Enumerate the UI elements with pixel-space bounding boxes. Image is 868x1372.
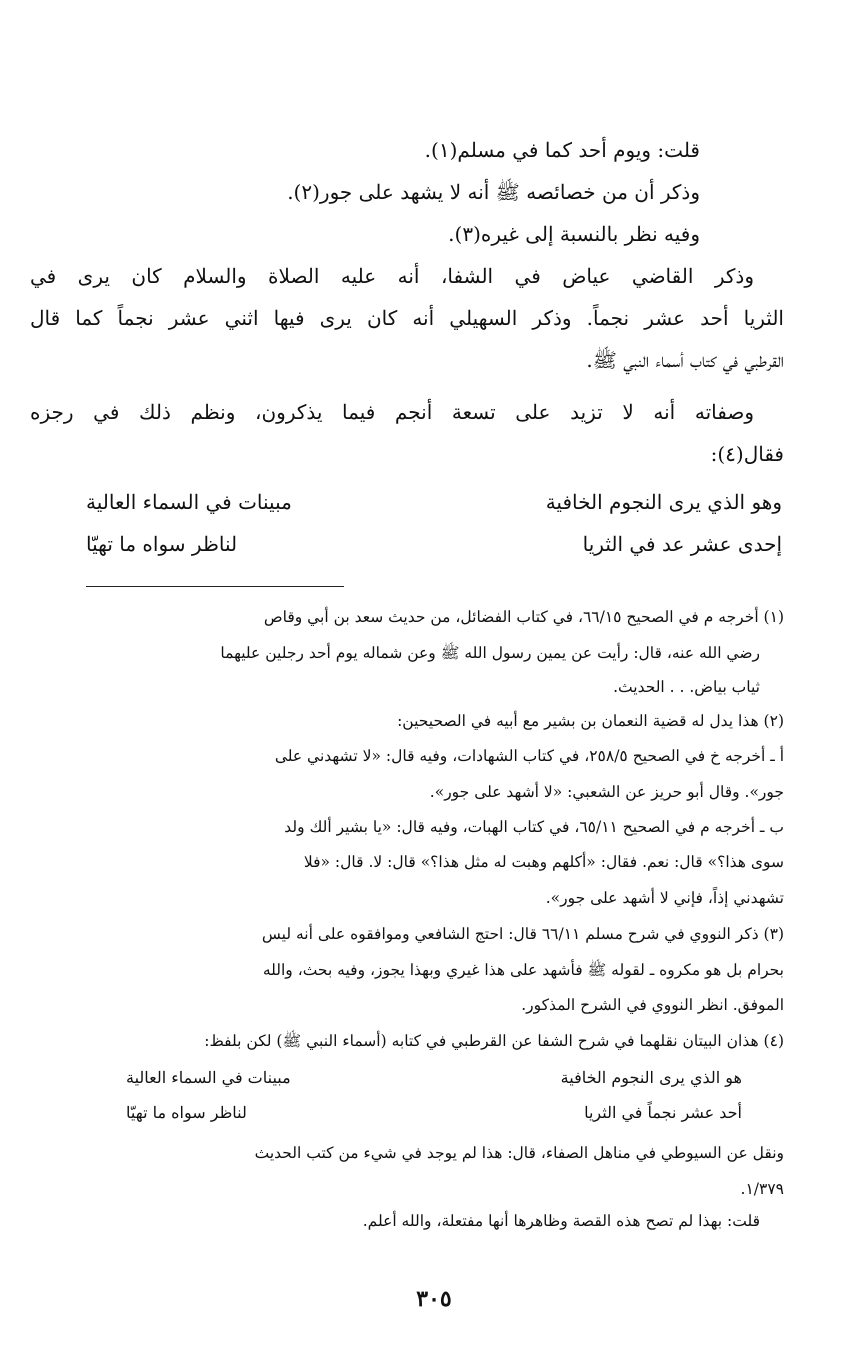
footnote-line: تشهدني إذاً، فإني لا أشهد على جور». xyxy=(545,889,784,907)
footnote-line: ثياب بياض. . . الحديث. xyxy=(613,678,760,696)
footnote-line: أ ـ أخرجه خ في الصحيح ٢٥٨/٥، في كتاب الشهادات، وفيه قال: «لا تشهدني على xyxy=(274,747,784,765)
footnote-line: رضي الله عنه، قال: رأيت عن يمين رسول الله ﷺ وعن شماله يوم أحد رجلين عليهما xyxy=(220,644,760,662)
text-line: الثريا أحد عشر نجماً. وذكر السهيلي أنه كان يرى فيها اثني عشر نجماً كما قال xyxy=(30,306,784,330)
verse-hemistich-right: وهو الذي يرى النجوم الخافية xyxy=(545,490,782,514)
text-line: قلت: ويوم أحد كما في مسلم(١). xyxy=(424,138,700,162)
footnote-line: ونقل عن السيوطي في مناهل الصفاء، قال: هذا لم يوجد في شيء من كتب الحديث xyxy=(254,1144,784,1162)
footnote-line: ب ـ أخرجه م في الصحيح ٦٥/١١، في كتاب الهبات، وفيه قال: «يا بشير ألك ولد xyxy=(284,818,784,836)
verse-hemistich-left: مبينات في السماء العالية xyxy=(86,490,292,514)
text-line: وصفاته أنه لا تزيد على تسعة أنجم فيما يذكرون، ونظم ذلك في رجزه xyxy=(30,400,754,424)
text-line: وفيه نظر بالنسبة إلى غيره(٣). xyxy=(448,222,700,246)
text-line: وذكر أن من خصائصه ﷺ أنه لا يشهد على جور(٢). xyxy=(287,180,700,204)
footnote-verse-left: لناظر سواه ما تهيّا xyxy=(126,1103,247,1122)
footnote-verse-right: أحد عشر نجماً في الثريا xyxy=(584,1103,742,1122)
text-line: القرطبي في كتاب أسماء النبي ﷺ. xyxy=(586,348,784,372)
footnote-line: (٣) ذكر النووي في شرح مسلم ٦٦/١١ قال: احتج الشافعي وموافقوه على أنه ليس xyxy=(261,925,784,943)
footnote-verse-left: مبينات في السماء العالية xyxy=(126,1068,291,1087)
page-number: ٣٠٥ xyxy=(416,1286,452,1312)
footnote-line: ١/٣٧٩. xyxy=(740,1180,784,1198)
footnote-line: (٤) هذان البيتان نقلهما في شرح الشفا عن القرطبي في كتابه (أسماء النبي ﷺ) لكن بلفظ: xyxy=(204,1032,784,1050)
text-line: وذكر القاضي عياض في الشفا، أنه عليه الصلاة والسلام كان يرى في xyxy=(30,264,754,288)
footnote-line: الموفق. انظر النووي في الشرح المذكور. xyxy=(521,996,784,1014)
footnote-line: جور». وقال أبو حريز عن الشعبي: «لا أشهد على جور». xyxy=(429,783,784,801)
footnote-line: بحرام بل هو مكروه ـ لقوله ﷺ فأشهد على هذا غيري وبهذا يجوز، وفيه بحث، والله xyxy=(262,961,784,979)
footnote-line: قلت: بهذا لم تصح هذه القصة وظاهرها أنها مفتعلة، والله أعلم. xyxy=(362,1212,760,1230)
verse-hemistich-left: لناظر سواه ما تهيّا xyxy=(86,532,238,556)
text-line: فقال(٤): xyxy=(710,442,784,466)
verse-hemistich-right: إحدى عشر عد في الثريا xyxy=(582,532,782,556)
footnote-line: (٢) هذا يدل له قضية النعمان بن بشير مع أبيه في الصحيحين: xyxy=(397,712,784,730)
footnote-line: سوى هذا؟» قال: نعم. فقال: «أكلهم وهبت له مثل هذا؟» قال: لا. قال: «فلا xyxy=(303,853,784,871)
footnote-line: (١) أخرجه م في الصحيح ٦٦/١٥، في كتاب الفضائل، من حديث سعد بن أبي وقاص xyxy=(263,608,784,626)
footnote-verse-right: هو الذي يرى النجوم الخافية xyxy=(560,1068,742,1087)
